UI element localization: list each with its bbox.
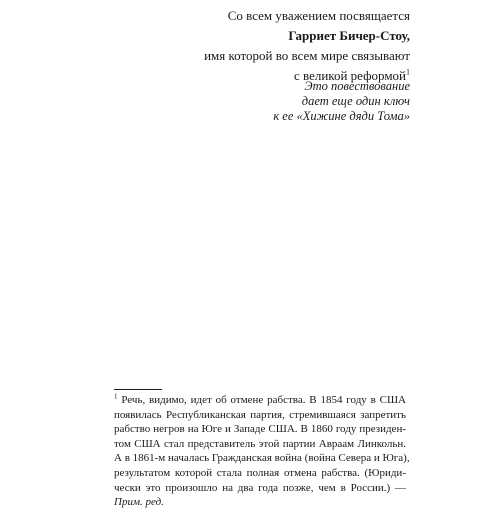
epigraph-line: к ее «Хижине дяди Тома» xyxy=(273,109,410,123)
footnote-line xyxy=(114,495,406,510)
footnote xyxy=(114,392,410,510)
footnote-reference[interactable]: 1 xyxy=(406,67,410,77)
footnote-line: появилась Республиканская партия, стремившаяся запретить xyxy=(114,408,406,421)
footnote-line-text: Речь, видимо, идет об отмене рабства. В 1854 году в США xyxy=(121,394,406,406)
footnote-line: том США стал представитель этой партии Авраам Линкольн. xyxy=(114,437,406,450)
epigraph xyxy=(110,79,410,124)
footnote-line: рабство негров на Юге и Западе США. В 1860 году президен- xyxy=(114,423,406,436)
dedication-line-4-text: с великой реформой xyxy=(294,68,406,83)
footnote-mark: 1 xyxy=(114,392,118,401)
epigraph-line: Это повествование xyxy=(304,79,410,93)
footnote-line: А в 1861-м началась Гражданская война (война Севера и Юга), xyxy=(114,452,410,465)
footnote-line: чески это произошло на два года позже, чем в России.) — xyxy=(114,481,406,494)
footnote-divider xyxy=(114,389,162,390)
footnote-line xyxy=(114,393,406,408)
footnote-line: результатом которой стала полная отмена рабства. (Юриди- xyxy=(114,466,406,479)
dedication-line-3: имя которой во всем мире связывают xyxy=(204,48,410,63)
dedication-name: Гарриет Бичер-Стоу, xyxy=(288,28,410,43)
dedication-line-1: Со всем уважением посвящается xyxy=(227,8,410,23)
epigraph-line: дает еще один ключ xyxy=(301,94,410,108)
editor-note: Прим. ред. xyxy=(114,496,164,509)
dedication xyxy=(50,6,410,86)
